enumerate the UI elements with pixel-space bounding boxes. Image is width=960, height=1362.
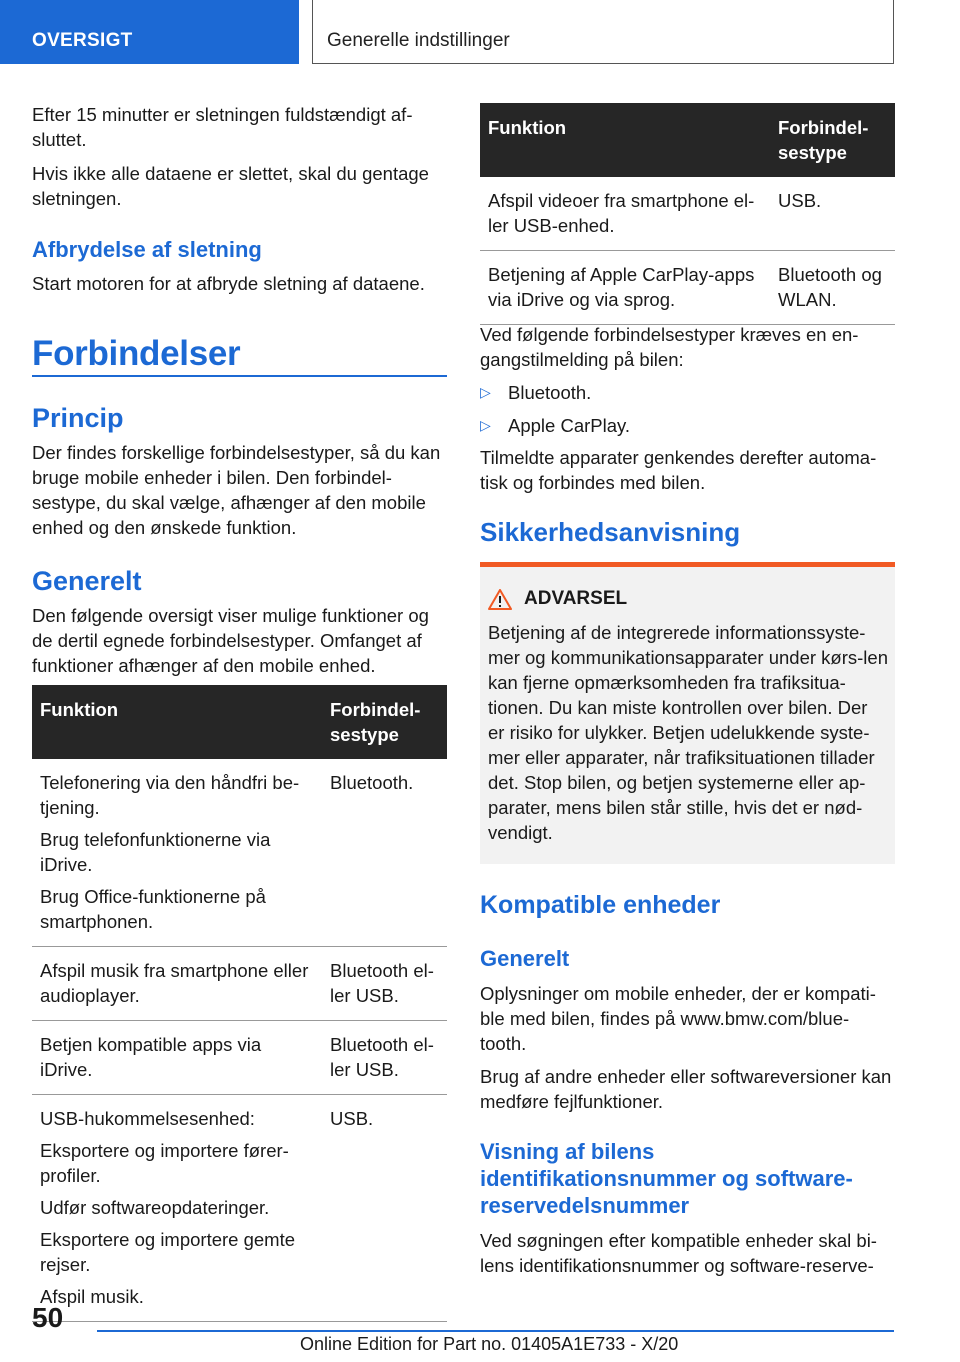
table-cell-connection — [770, 251, 895, 325]
cell-line: Telefonering via den håndfri be-tjening. — [40, 772, 300, 818]
princip-heading: Princip — [32, 403, 124, 433]
cell-line: Bluetooth og WLAN. — [778, 264, 882, 310]
cell-line: Bluetooth el-ler USB. — [330, 960, 434, 1006]
identification-text: Ved søgningen efter kompatible enheder skal bi-lens identifikationsnummer og software-reserve- — [480, 1230, 877, 1276]
cell-line: Eksportere og importere fører-profiler. — [40, 1140, 289, 1186]
triangle-bullet-icon: ▷ — [480, 417, 491, 433]
cell-line: USB-hukommelsesenhed: — [40, 1108, 255, 1129]
functions-table — [32, 685, 447, 1322]
pairing-list — [480, 380, 895, 438]
table-row — [32, 1021, 447, 1095]
chapter-label: Generelle indstillinger — [327, 30, 510, 51]
compatible-info-text: Oplysninger om mobile enheder, der er kompati-ble med bilen, findes på www.bmw.com/blue-tooth. — [480, 983, 876, 1054]
table-row — [32, 1095, 447, 1322]
princip-text: Der findes forskellige forbindelsestyper, så du kan bruge mobile enheder i bilen. Den forbindel-sestype, du skal vælge, afhænger af den mobile enhed og den ønskede funktion. — [32, 442, 441, 538]
heading-rule — [32, 375, 447, 377]
cell-line: Udfør softwareopdateringer. — [40, 1197, 270, 1218]
footer-edition: Online Edition for Part no. 01405A1E733 - X/20 — [300, 1334, 679, 1354]
table-cell-function — [32, 947, 322, 1021]
table-cell-function — [480, 251, 770, 325]
generelt-subheading: Generelt — [480, 946, 570, 971]
safety-heading: Sikkerhedsanvisning — [480, 517, 741, 547]
column-header-connection: Forbindel-sestype — [770, 103, 895, 177]
column-header-function: Funktion — [32, 685, 322, 759]
cell-line: Betjen kompatible apps via iDrive. — [40, 1034, 262, 1080]
pairing-text: Ved følgende forbindelsestyper kræves en en-gangstilmelding på bilen: — [480, 324, 859, 370]
table-header-row — [480, 103, 895, 177]
cell-line: USB. — [778, 190, 822, 211]
cell-line: Eksportere og importere gemte rejser. — [40, 1229, 296, 1275]
cell-line: Brug telefonfunktionerne via iDrive. — [40, 829, 271, 875]
table-row — [480, 177, 895, 251]
generelt-heading: Generelt — [32, 566, 142, 596]
section-label: OVERSIGT — [32, 30, 133, 51]
table-cell-function — [32, 1095, 322, 1322]
column-header-function: Funktion — [480, 103, 770, 177]
cell-line: Bluetooth. — [330, 772, 414, 793]
cell-line: USB. — [330, 1108, 374, 1129]
forbindelser-heading: Forbindelser — [32, 334, 241, 373]
warning-triangle-icon — [488, 589, 512, 610]
table-cell-function — [32, 759, 322, 947]
compatible-devices-heading: Kompatible enheder — [480, 891, 721, 919]
table-cell-connection — [322, 759, 447, 947]
table-cell-connection — [322, 947, 447, 1021]
section-tab — [0, 0, 299, 64]
chapter-tab — [312, 0, 894, 64]
table-row — [32, 947, 447, 1021]
table-cell-connection — [770, 177, 895, 251]
warning-text: Betjening af de integrerede informationssyste-mer og kommunikationsapparater under kørs-len kan fjerne opmærksomheden fra trafiksitua-tionen. Du kan miste kontrollen over bilen. Der er risiko for ulykker. Betjen udelukkende syste-mer eller apparater, når trafiksituationen tillader det. Stop bilen, og betjen systemerne eller ap-parater, mens bilen står stille, hvis det er nød-vendigt. — [488, 622, 888, 843]
cell-line: Betjening af Apple CarPlay-apps via iDrive og via sprog. — [488, 264, 755, 310]
list-item — [480, 380, 895, 405]
table-row — [480, 251, 895, 325]
warning-bar — [480, 562, 895, 567]
identification-heading: Visning af bilens identifikationsnummer og software-reservedelsnummer — [480, 1139, 853, 1218]
list-item — [480, 413, 895, 438]
table-cell-connection — [322, 1021, 447, 1095]
cell-line: Brug Office-funktionerne på smartphonen. — [40, 886, 266, 932]
list-item-text: Bluetooth. — [508, 382, 592, 403]
table-cell-function — [480, 177, 770, 251]
table-cell-function — [32, 1021, 322, 1095]
warning-box — [480, 562, 895, 864]
cell-line: Afspil musik. — [40, 1286, 144, 1307]
table-row — [32, 759, 447, 947]
abort-heading: Afbrydelse af sletning — [32, 237, 262, 262]
column-header-connection: Forbindel-sestype — [322, 685, 447, 759]
warning-title-row — [488, 588, 627, 610]
other-devices-text: Brug af andre enheder eller softwareversioner kan medføre fejlfunktioner. — [480, 1066, 892, 1112]
abort-text: Start motoren for at afbryde sletning af dataene. — [32, 273, 425, 294]
triangle-bullet-icon: ▷ — [480, 384, 491, 400]
cell-line: Afspil musik fra smartphone eller audioplayer. — [40, 960, 309, 1006]
page-number: 50 — [32, 1302, 64, 1333]
functions-table-continued — [480, 103, 895, 325]
table-cell-connection — [322, 1095, 447, 1322]
generelt-text: Den følgende oversigt viser mulige funktioner og de dertil egnede forbindelsestyper. Omfanget af funktioner afhænger af den mobile enhed. — [32, 605, 429, 676]
footer-rule — [97, 1330, 894, 1332]
cell-line: Bluetooth el-ler USB. — [330, 1034, 434, 1080]
intro-paragraph-1: Efter 15 minutter er sletningen fuldstændigt af-sluttet. — [32, 104, 413, 150]
intro-paragraph-2: Hvis ikke alle dataene er slettet, skal du gentage sletningen. — [32, 163, 429, 209]
warning-title: ADVARSEL — [524, 588, 628, 609]
table-header-row — [32, 685, 447, 759]
cell-line: Afspil videoer fra smartphone el-ler USB-enhed. — [488, 190, 755, 236]
list-item-text: Apple CarPlay. — [508, 415, 631, 436]
after-pairing-text: Tilmeldte apparater genkendes derefter automa-tisk og forbindes med bilen. — [480, 447, 877, 493]
